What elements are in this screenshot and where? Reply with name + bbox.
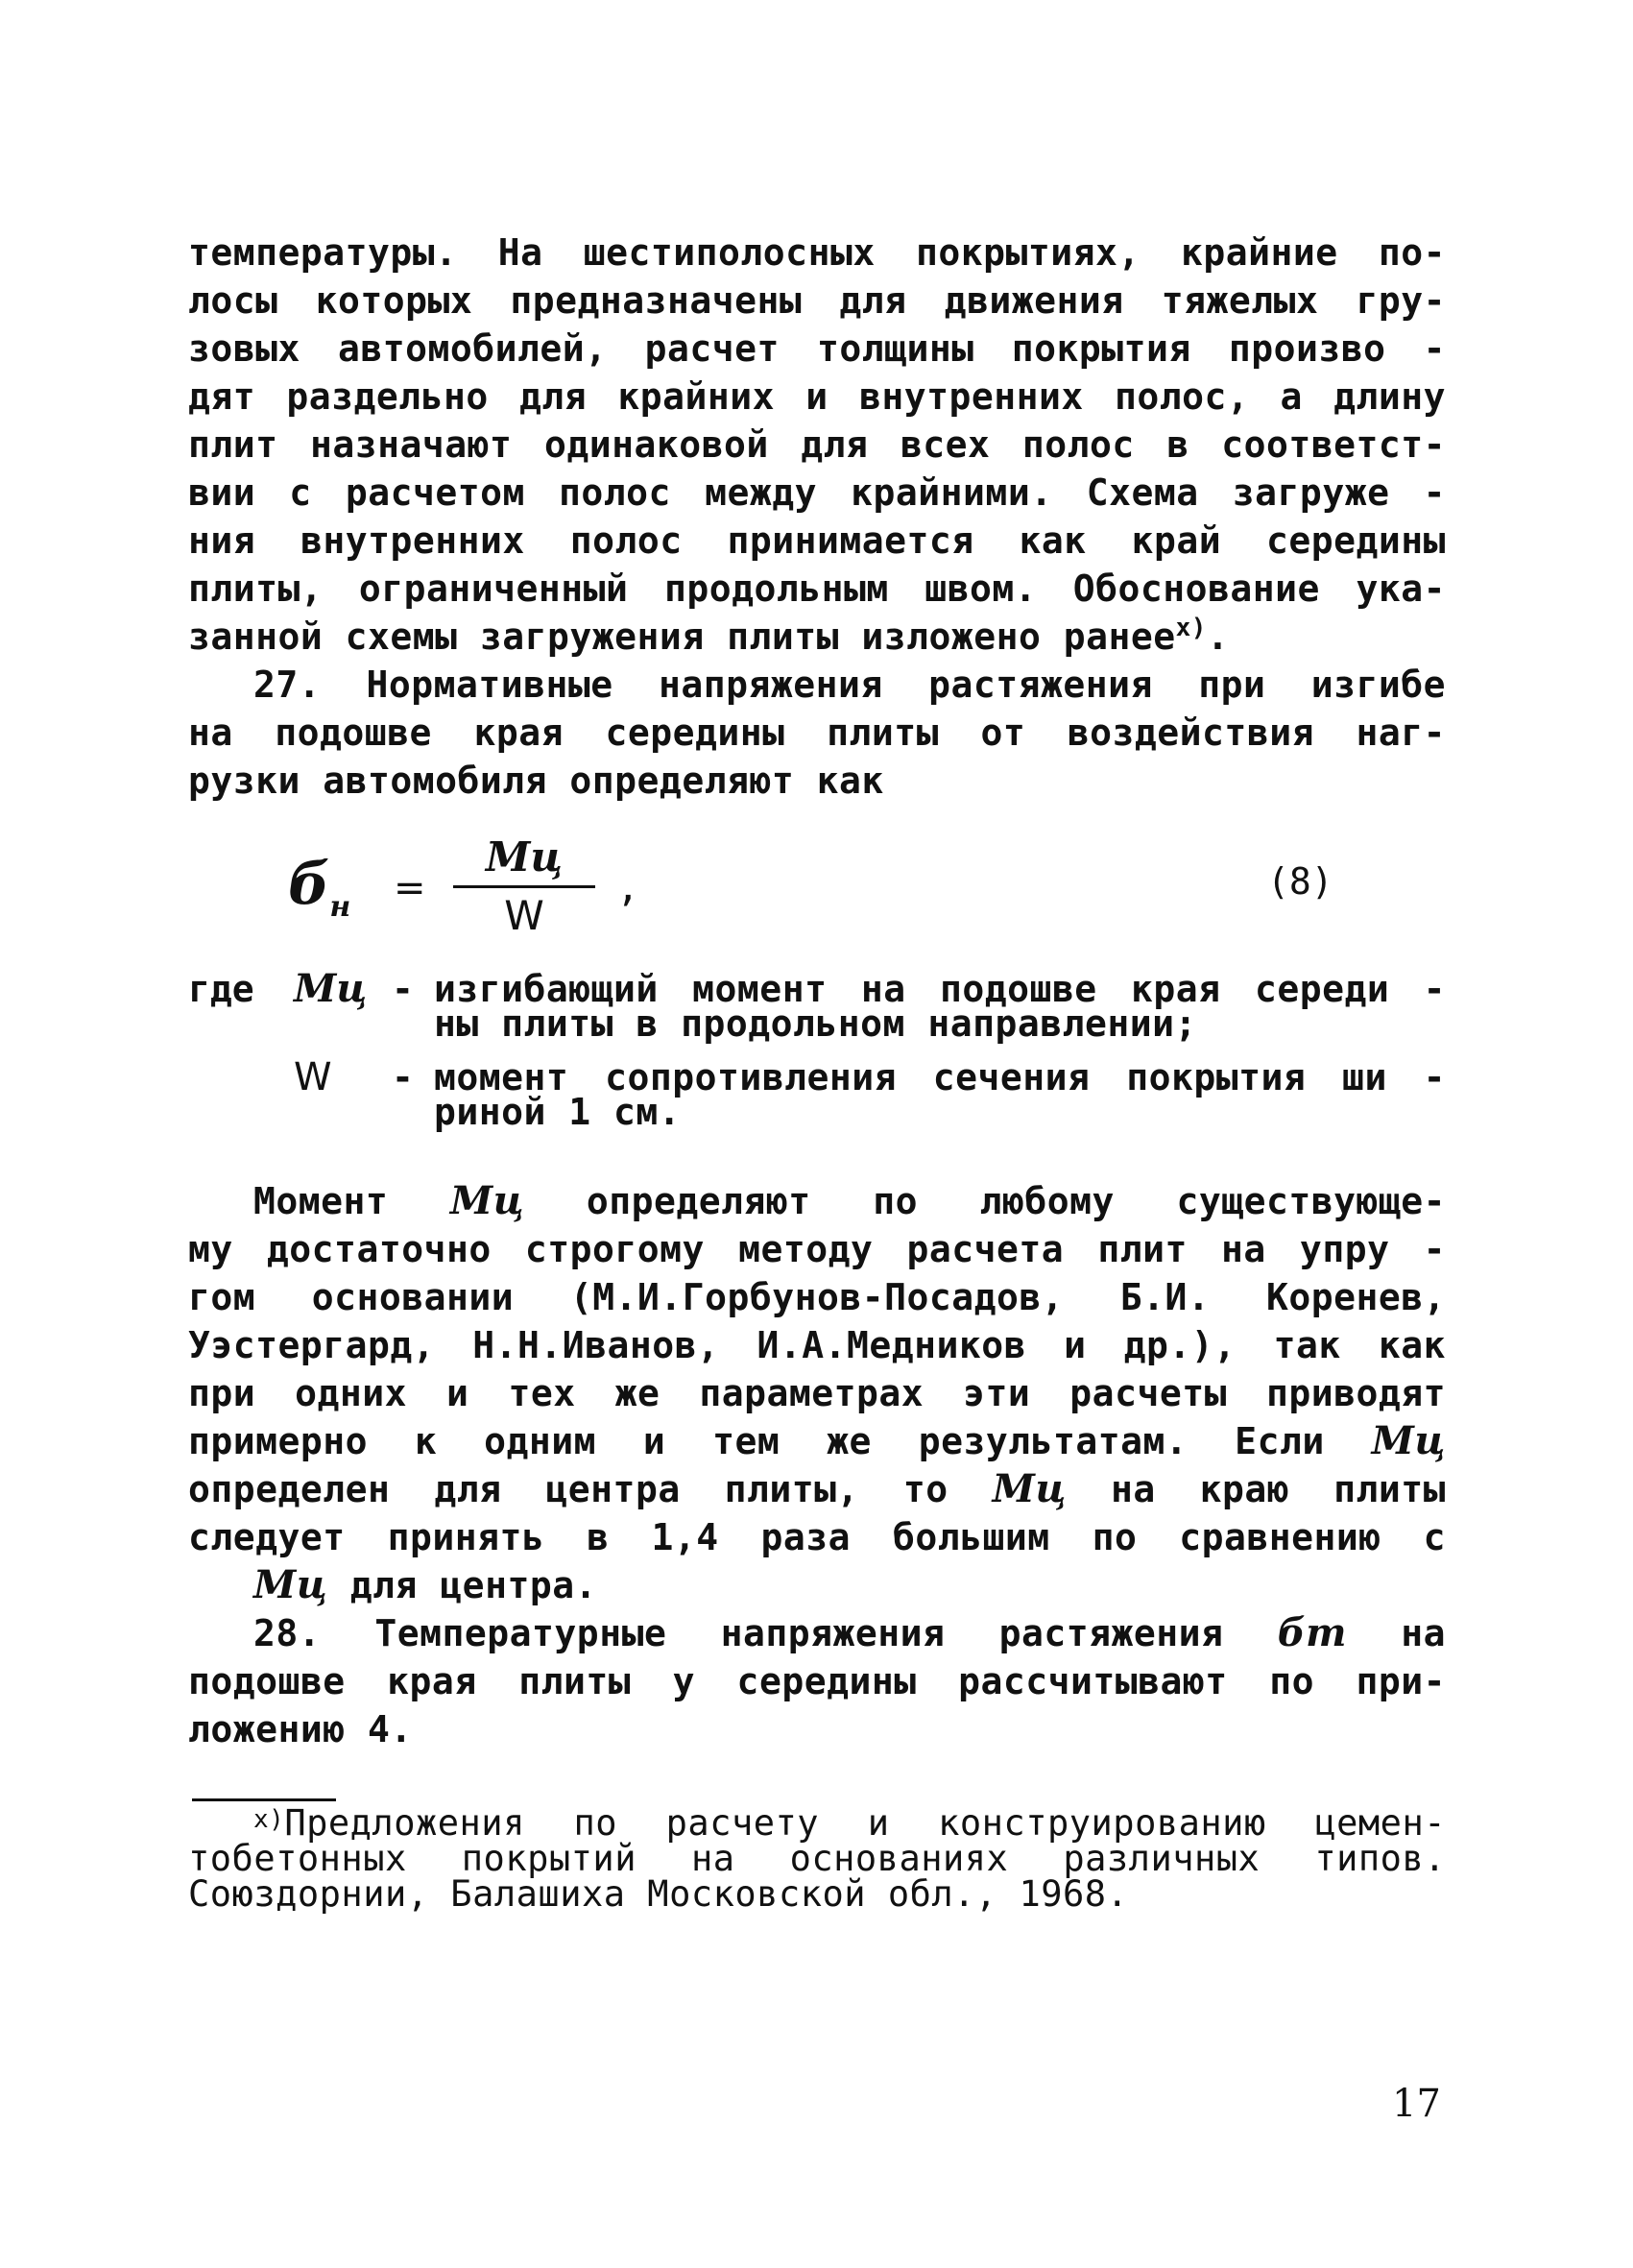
definition-row — [188, 1055, 1446, 1133]
definition-text — [434, 968, 1446, 1045]
moment-symbol: Мц — [1371, 1418, 1446, 1463]
footnote-marker: x) — [253, 1805, 285, 1834]
text-line: ния внутренних полос принимается как край середины — [188, 519, 1446, 562]
subscript: н — [329, 890, 351, 924]
definition-dash: - — [392, 968, 414, 1010]
text-line: рузки автомобиля определяют как — [188, 760, 884, 802]
formula-lhs — [288, 851, 350, 924]
where-label: где — [188, 968, 254, 1010]
text-line: лосы которых предназначены для движения тяжелых гру- — [188, 279, 1446, 322]
text-line: подошве края плиты у середины рассчитывают по при- — [188, 1660, 1446, 1702]
footnote-line — [188, 1802, 1446, 1844]
footnote-reference: x) — [1175, 614, 1207, 642]
sigma-symbol: б — [288, 851, 330, 918]
denominator: W — [504, 892, 544, 939]
text-fragment: занной схемы загружения плиты изложено ранее — [188, 615, 1176, 658]
text-line — [188, 1417, 1446, 1465]
formula-comma: , — [616, 866, 640, 910]
text-line: момент сопротивления сечения покрытия ши - — [434, 1056, 1446, 1098]
text-line: риной 1 см. — [434, 1091, 682, 1133]
text-fragment: примерно к одним и тем же результатам. Если — [188, 1420, 1325, 1462]
symbol-definitions — [188, 966, 1446, 1143]
text-line: на подошве края середины плиты от воздействия наг- — [188, 712, 1446, 754]
text-line: плит назначают одинаковой для всех полос в соответст- — [188, 423, 1446, 466]
text-line: ложению 4. — [188, 1708, 413, 1750]
fraction-bar — [453, 885, 595, 888]
text-fragment: на краю плиты — [1110, 1468, 1446, 1510]
numerator: Мц — [485, 833, 564, 881]
text-line: плиты, ограниченный продольным швом. Обоснование ука- — [188, 567, 1446, 610]
text-line — [188, 1465, 1446, 1513]
footnote-line: Союздорнии, Балашиха Московской обл., 1968. — [188, 1873, 1129, 1915]
fraction — [453, 833, 595, 940]
text-line: гом основании (М.И.Горбунов-Посадов, Б.И. Коренев, — [188, 1276, 1446, 1318]
text-fragment: 28. Температурные напряжения растяжения — [253, 1612, 1224, 1654]
section-27 — [188, 661, 1446, 805]
text-line: дят раздельно для крайних и внутренних полос, а длину — [188, 375, 1446, 418]
text-line: зовых автомобилей, расчет толщины покрытия произво - — [188, 327, 1446, 370]
footnote-line: тобетонных покрытий на основаниях различных типов. — [188, 1838, 1446, 1879]
sigma-t-symbol: бт — [1277, 1610, 1347, 1655]
text-fragment: определен для центра плиты, то — [188, 1468, 949, 1510]
text-fragment: определяют по любому существующе- — [586, 1180, 1446, 1222]
moment-symbol: Мц — [449, 1178, 525, 1223]
footnote — [188, 1802, 1446, 1915]
text-line: следует принять в 1,4 раза большим по сравнению с — [188, 1516, 1446, 1558]
text-line: при одних и тех же параметрах эти расчеты приводят — [188, 1372, 1446, 1414]
equals-sign: = — [394, 866, 426, 910]
footnote-rule — [192, 1798, 336, 1801]
definition-row — [188, 966, 1446, 1045]
definition-symbol: W — [294, 1055, 332, 1099]
formula-8 — [288, 833, 1344, 949]
text-line — [188, 613, 1446, 661]
equation-number: (8) — [1267, 860, 1333, 903]
sentence-end: . — [1206, 615, 1230, 658]
text-fragment: для центра. — [349, 1564, 597, 1606]
text-fragment: Момент — [253, 1180, 389, 1222]
text-fragment: на — [1401, 1612, 1446, 1654]
paragraph-continuation — [188, 229, 1446, 661]
definition-dash: - — [392, 1056, 414, 1098]
text-fragment: Предложения по расчету и конструированию цемен- — [284, 1802, 1446, 1844]
text-line: му достаточно строгому методу расчета плит на упру - — [188, 1228, 1446, 1270]
text-line: Уэстергард, Н.Н.Иванов, И.А.Медников и др.), так как — [188, 1324, 1446, 1366]
text-line: температуры. На шестиполосных покрытиях, крайние по- — [188, 231, 1446, 274]
section-heading-line: 27. Нормативные напряжения растяжения при изгибе — [253, 664, 1446, 706]
definition-symbol: Мц — [294, 966, 368, 1011]
paragraph-moment — [188, 1177, 1446, 1753]
section-28-line — [188, 1609, 1446, 1657]
text-line — [188, 1561, 1446, 1609]
text-line: ны плиты в продольном направлении; — [434, 1002, 1197, 1045]
page-number: 17 — [1392, 2082, 1441, 2126]
moment-symbol: Мц — [253, 1562, 328, 1607]
moment-symbol: Мц — [992, 1466, 1067, 1511]
definition-text — [434, 1056, 1446, 1133]
text-line: изгибающий момент на подошве края середи - — [434, 968, 1446, 1010]
text-line — [188, 1177, 1446, 1225]
text-line: вии с расчетом полос между крайними. Схема загруже - — [188, 471, 1446, 514]
